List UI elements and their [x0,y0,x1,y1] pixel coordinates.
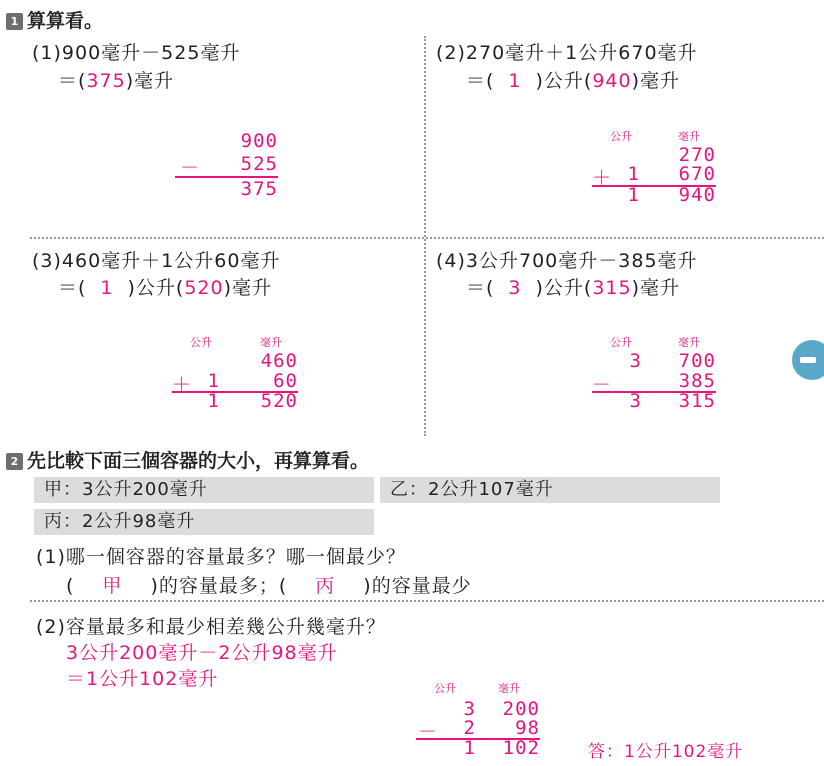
container-c: 丙：2公升98毫升 [34,509,374,535]
q1-calc-op: － [180,157,201,179]
q4-calc-res-l: 3 [629,390,642,412]
q3-answer-suffix: )毫升 [223,277,273,299]
q3-answer-mid: )公升( [127,277,185,299]
q4-answer-mid: )公升( [535,277,593,299]
s2-q2-calc-op: － [418,721,439,743]
section2-heading [6,446,369,473]
s2-q1-question: (1)哪一個容器的容量最多？哪一個最少？ [36,546,406,568]
container-a: 甲：3公升200毫升 [34,477,374,503]
q3-calc-res-l: 1 [207,390,220,412]
s2-q2-calc-r1-l: 3 [463,698,476,720]
q3-calc-r2-ml: 60 [273,370,298,392]
q2-calc-r2-ml: 670 [678,163,716,185]
q1-answer-line [58,66,174,93]
s2-q2-calc-res-l: 1 [463,737,476,759]
q2-unit-liter: 公升 [610,130,632,143]
vertical-divider [424,36,426,436]
q3-answer-ml: 520 [184,277,224,299]
s2-q1-answer-line [66,571,472,598]
s2-q2-calc-res-ml: 102 [502,737,540,759]
s2-q1-blank-most: 甲 [102,575,123,597]
s2-q2-question: (2)容量最多和最少相差幾公升幾毫升？ [36,616,386,638]
q3-calc-op: ＋ [172,374,193,396]
q4-answer-liters: 3 [508,277,522,299]
q4-answer-suffix: )毫升 [631,277,681,299]
section1-heading [6,6,103,33]
q4-calc-r1-l: 3 [629,350,642,372]
q3-calc-r2-l: 1 [207,370,220,392]
q4-unit-liter: 公升 [610,336,632,349]
s2-q2-final-answer: 答：1公升102毫升 [588,742,744,762]
s2-q1-blank-least: 丙 [315,575,336,597]
q4-answer-ml: 315 [592,277,632,299]
q2-calc-res-ml: 940 [678,184,716,206]
section2-title: 先比較下面三個容器的大小，再算算看。 [27,450,370,472]
q1-calc-mid: 525 [240,153,278,175]
q3-answer-liters: 1 [100,277,114,299]
q2-calc-r1-ml: 270 [678,144,716,166]
q1-calc-result: 375 [240,178,278,200]
q1-answer: 375 [86,70,126,92]
q1-answer-prefix: ＝( [58,70,87,92]
q4-answer-prefix: ＝( [466,277,495,299]
q3-label: (3)460毫升＋1公升60毫升 [32,250,281,272]
s2-q1-text2: )的容量最少 [363,575,472,597]
q4-calc-r2-ml: 385 [678,370,716,392]
q1-label: (1)900毫升－525毫升 [32,42,241,64]
q2-answer-mid: )公升( [535,70,593,92]
q2-answer-line [466,66,680,93]
s2-q1-open-paren: ( [66,575,75,597]
section-number-badge: 1 [6,13,23,30]
s2-q2-work-line1: 3公升200毫升－2公升98毫升 [66,642,338,664]
section2-divider [30,600,824,602]
q2-label: (2)270毫升＋1公升670毫升 [436,42,698,64]
s2-q2-unit-liter: 公升 [434,682,456,695]
q3-calc-res-ml: 520 [260,390,298,412]
s2-q1-text1: )的容量最多；( [150,575,288,597]
q2-calc-res-l: 1 [627,184,640,206]
q2-answer-liters: 1 [508,70,522,92]
q1-answer-suffix: )毫升 [125,70,175,92]
s2-q2-unit-ml: 毫升 [498,682,520,695]
q3-unit-liter: 公升 [190,336,212,349]
q3-answer-prefix: ＝( [58,277,87,299]
q4-unit-ml: 毫升 [678,336,700,349]
q3-answer-line [58,273,272,300]
q4-label: (4)3公升700毫升－385毫升 [436,250,698,272]
s2-q2-calc-r2-ml: 98 [515,717,540,739]
side-tab-button[interactable] [792,340,824,380]
q2-answer-suffix: )毫升 [631,70,681,92]
q2-calc-r2-l: 1 [627,163,640,185]
q2-answer-prefix: ＝( [466,70,495,92]
q4-calc-r1-ml: 700 [678,350,716,372]
q4-calc-op: － [592,374,613,396]
s2-q2-calc-r1-ml: 200 [502,698,540,720]
q1-calc-top: 900 [240,130,278,152]
q2-unit-ml: 毫升 [678,130,700,143]
section-number-badge: 2 [6,453,23,470]
horizontal-divider [30,237,824,239]
q4-answer-line [466,273,680,300]
section1-title: 算算看。 [27,10,104,32]
q3-calc-r1-ml: 460 [260,350,298,372]
q2-calc-op: ＋ [592,167,613,189]
q3-unit-ml: 毫升 [260,336,282,349]
s2-q2-work-line2: ＝1公升102毫升 [66,668,219,690]
q2-answer-ml: 940 [592,70,632,92]
container-b: 乙：2公升107毫升 [380,477,720,503]
q4-calc-res-ml: 315 [678,390,716,412]
s2-q2-calc-r2-l: 2 [463,717,476,739]
